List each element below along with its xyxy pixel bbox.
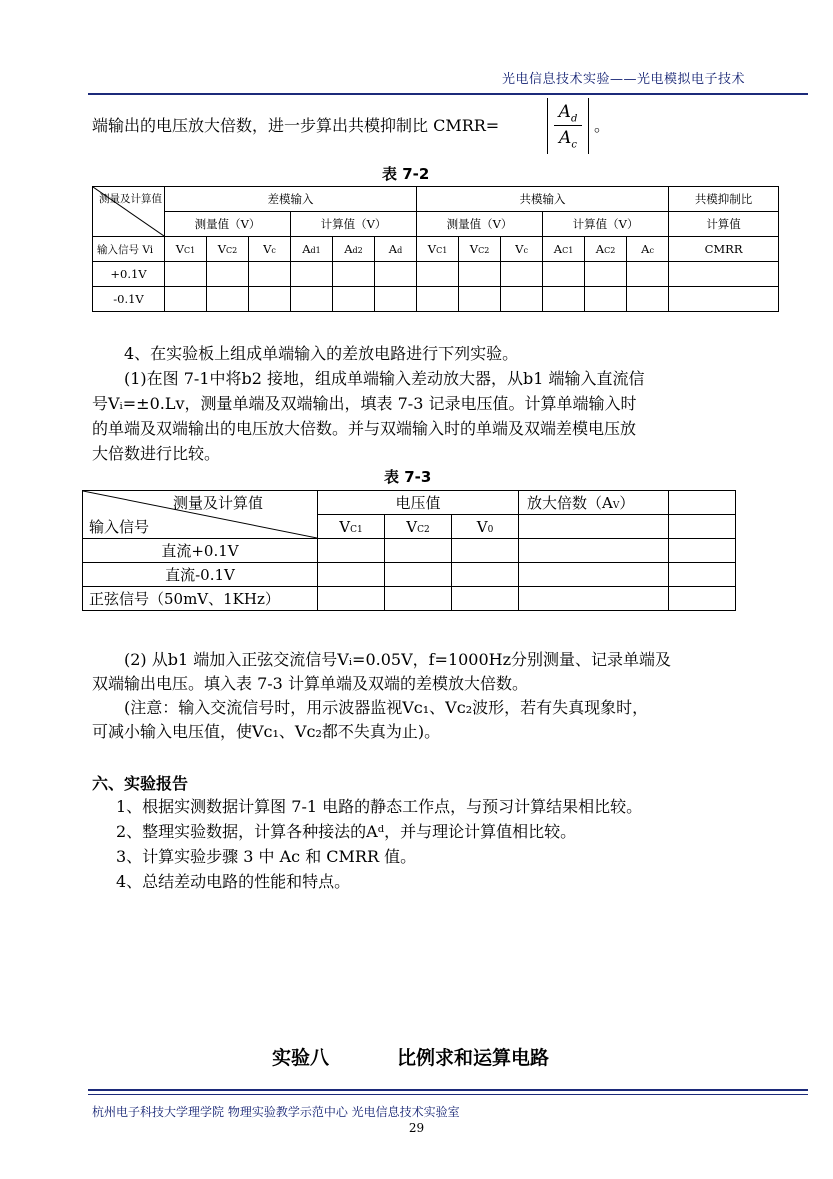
table-cell[interactable] xyxy=(385,539,452,563)
table-cell[interactable] xyxy=(333,262,375,287)
table-cell[interactable] xyxy=(417,287,459,312)
intro-tail: 。 xyxy=(594,116,611,135)
table-cell[interactable] xyxy=(519,515,669,539)
table2-group-common: 共模输入 xyxy=(417,187,669,212)
page-number: 29 xyxy=(408,1121,425,1135)
table2-col-header: Ad xyxy=(375,237,417,262)
table2-col-header: Ac xyxy=(627,237,669,262)
table2-sub-measured: 测量值（V） xyxy=(165,212,291,237)
table2-row-label: +0.1V xyxy=(93,262,165,287)
table-row xyxy=(93,262,779,287)
table-row xyxy=(93,287,779,312)
table2-corner xyxy=(93,187,165,237)
table-cell[interactable] xyxy=(385,563,452,587)
table-cell[interactable] xyxy=(318,563,385,587)
table-cell[interactable] xyxy=(519,539,669,563)
table-cell[interactable] xyxy=(519,587,669,611)
cmrr-formula: $A_d$ $A_c$ xyxy=(547,98,589,154)
step4b-line: 双端输出电压。填入表 7-3 计算单端及双端的差模放大倍数。 xyxy=(92,674,528,693)
step4-line: 号Vᵢ=±0.Lv，测量单端及双端输出，填表 7-3 记录电压值。计算单端输入时 xyxy=(92,394,637,413)
table3-group-gain: 放大倍数（AV） xyxy=(519,491,669,515)
table3-group-voltage: 电压值 xyxy=(318,491,519,515)
table2-corner-top: 测量及计算值 xyxy=(99,193,162,205)
table3-corner xyxy=(83,491,318,539)
report-title: 六、实验报告 xyxy=(92,774,189,793)
table2-col-header: VC1 xyxy=(165,237,207,262)
table2-col-header: AC1 xyxy=(543,237,585,262)
step4b-line: (注意：输入交流信号时，用示波器监视Vᴄ₁、Vᴄ₂波形，若有失真现象时， xyxy=(124,698,649,717)
table-cell[interactable] xyxy=(375,287,417,312)
report-item: 1、根据实测数据计算图 7-1 电路的静态工作点，与预习计算结果相比较。 xyxy=(116,797,643,816)
chapter-number: 实验八 xyxy=(272,1047,330,1069)
report-item: 2、整理实验数据，计算各种接法的Aᵈ，并与理论计算值相比较。 xyxy=(116,822,577,841)
table3-row-label: 直流+0.1V xyxy=(83,539,318,563)
table-cell[interactable] xyxy=(207,262,249,287)
table-7-3 xyxy=(82,490,736,611)
step4-line: 的单端及双端输出的电压放大倍数。并与双端输入时的单端及双端差模电压放 xyxy=(92,419,637,438)
table-cell[interactable] xyxy=(519,563,669,587)
table-row xyxy=(83,563,736,587)
header-rule xyxy=(88,93,808,95)
table-cell[interactable] xyxy=(459,287,501,312)
table2-group-cmrr: 共模抑制比 xyxy=(669,187,779,212)
table2-col-header: VC2 xyxy=(459,237,501,262)
table-cell[interactable] xyxy=(452,563,519,587)
table-cell[interactable] xyxy=(165,287,207,312)
step4b-line: 可减小输入电压值，使Vᴄ₁、Vᴄ₂都不失真为止)。 xyxy=(92,722,441,741)
table2-col-header: Vc xyxy=(249,237,291,262)
table3-col-header: V0 xyxy=(452,515,519,539)
table3-corner-top: 测量及计算值 xyxy=(173,494,264,512)
table-cell[interactable] xyxy=(669,587,736,611)
table2-sub-calculated: 计算值（V） xyxy=(291,212,417,237)
table3-row-label: 直流-0.1V xyxy=(83,563,318,587)
report-item: 3、计算实验步骤 3 中 Ac 和 CMRR 值。 xyxy=(116,847,417,866)
table2-caption: 表 7-2 xyxy=(382,165,430,183)
table2-col-header: AC2 xyxy=(585,237,627,262)
table-cell[interactable] xyxy=(669,491,736,515)
table-cell[interactable] xyxy=(375,262,417,287)
chapter-title: 比例求和运算电路 xyxy=(397,1047,550,1069)
table-cell[interactable] xyxy=(291,262,333,287)
footer-rule xyxy=(88,1094,808,1095)
table-row xyxy=(83,587,736,611)
table-cell[interactable] xyxy=(669,563,736,587)
table-cell[interactable] xyxy=(669,539,736,563)
header-title: 光电信息技术实验——光电模拟电子技术 xyxy=(501,72,745,87)
table3-col-header: VC2 xyxy=(385,515,452,539)
table-cell[interactable] xyxy=(459,262,501,287)
table-cell[interactable] xyxy=(249,287,291,312)
step4b-line: (2) 从b1 端加入正弦交流信号Vᵢ=0.05V，f=1000Hz分别测量、记录单端及 xyxy=(124,650,672,669)
table-cell[interactable] xyxy=(585,287,627,312)
table-cell[interactable] xyxy=(627,262,669,287)
table-cell[interactable] xyxy=(543,262,585,287)
table-cell[interactable] xyxy=(627,287,669,312)
table-cell[interactable] xyxy=(669,287,779,312)
step4-title: 4、在实验板上组成单端输入的差放电路进行下列实验。 xyxy=(124,344,519,363)
table-cell[interactable] xyxy=(452,539,519,563)
step4-line: (1)在图 7-1中将b2 接地，组成单端输入差动放大器，从b1 端输入直流信 xyxy=(124,369,645,388)
table-cell[interactable] xyxy=(333,287,375,312)
intro-text: 端输出的电压放大倍数，进一步算出共模抑制比 CMRR= xyxy=(92,116,500,135)
table3-corner-bottom: 输入信号 xyxy=(89,518,150,536)
table-cell[interactable] xyxy=(165,262,207,287)
table-row xyxy=(83,539,736,563)
table-cell[interactable] xyxy=(318,539,385,563)
table-cell[interactable] xyxy=(669,262,779,287)
footer-rule xyxy=(88,1089,808,1091)
table-cell[interactable] xyxy=(291,287,333,312)
report-item: 4、总结差动电路的性能和特点。 xyxy=(116,872,351,891)
table3-row-label: 正弦信号（50mV、1KHz） xyxy=(83,587,318,611)
table-cell[interactable] xyxy=(417,262,459,287)
table3-col-header: VC1 xyxy=(318,515,385,539)
table2-corner-bottom: 输入信号 Vi xyxy=(93,237,165,262)
table-cell[interactable] xyxy=(501,262,543,287)
table-cell[interactable] xyxy=(318,587,385,611)
step4-line: 大倍数进行比较。 xyxy=(92,444,221,463)
table-7-2 xyxy=(92,186,779,312)
table-cell[interactable] xyxy=(249,262,291,287)
table-cell[interactable] xyxy=(669,515,736,539)
table2-col-header: VC1 xyxy=(417,237,459,262)
table-cell[interactable] xyxy=(585,262,627,287)
table-cell[interactable] xyxy=(207,287,249,312)
table3-caption: 表 7-3 xyxy=(384,468,432,486)
table2-col-header: CMRR xyxy=(669,237,779,262)
table2-group-diff: 差模输入 xyxy=(165,187,417,212)
table-cell[interactable] xyxy=(543,287,585,312)
table2-sub-calc: 计算值 xyxy=(669,212,779,237)
table2-col-header: Ad1 xyxy=(291,237,333,262)
table2-sub-measured: 测量值（V） xyxy=(417,212,543,237)
table-cell[interactable] xyxy=(452,587,519,611)
footer-text: 杭州电子科技大学理学院 物理实验教学示范中心 光电信息技术实验室 xyxy=(92,1105,460,1119)
table2-col-header: VC2 xyxy=(207,237,249,262)
table2-col-header: Ad2 xyxy=(333,237,375,262)
table2-row-label: -0.1V xyxy=(93,287,165,312)
table2-col-header: Vc xyxy=(501,237,543,262)
table2-sub-calculated: 计算值（V） xyxy=(543,212,669,237)
table-cell[interactable] xyxy=(501,287,543,312)
table-cell[interactable] xyxy=(385,587,452,611)
